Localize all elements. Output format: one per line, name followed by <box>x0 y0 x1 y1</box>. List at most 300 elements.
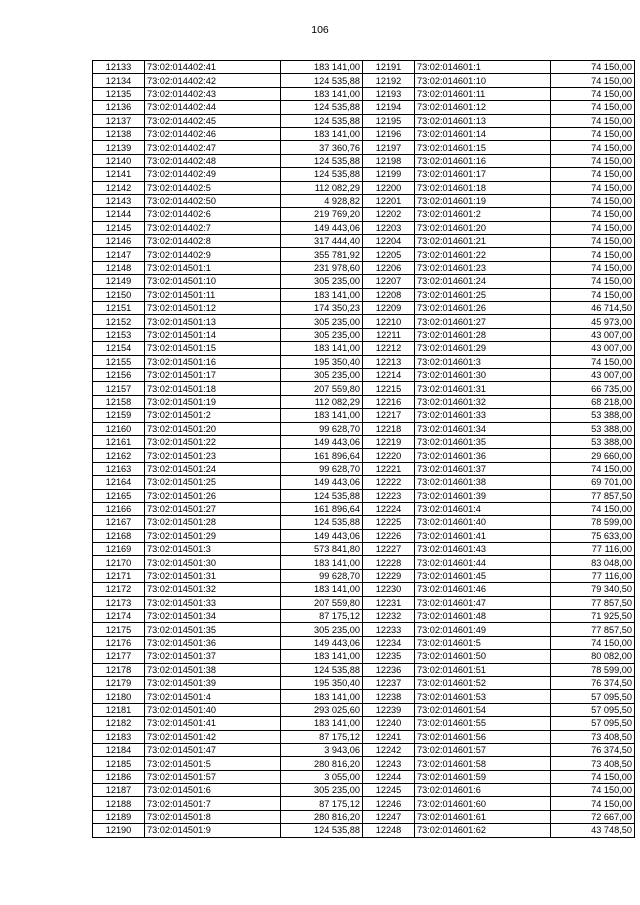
page-number: 106 <box>311 24 329 36</box>
cadastral-number: 73:02:014501:36 <box>145 636 281 649</box>
cadastral-value: 573 841,80 <box>281 543 363 556</box>
cadastral-number: 73:02:014501:20 <box>145 422 281 435</box>
cadastral-number: 73:02:014501:17 <box>145 368 281 381</box>
row-number: 12146 <box>93 235 145 248</box>
cadastral-value: 74 150,00 <box>551 784 635 797</box>
cadastral-number: 73:02:014501:25 <box>145 476 281 489</box>
cadastral-number: 73:02:014601:19 <box>415 194 551 207</box>
cadastral-value: 149 443,06 <box>281 636 363 649</box>
cadastral-number: 73:02:014501:14 <box>145 328 281 341</box>
row-number: 12209 <box>363 302 415 315</box>
row-number: 12233 <box>363 623 415 636</box>
row-number: 12210 <box>363 315 415 328</box>
cadastral-number: 73:02:014601:33 <box>415 409 551 422</box>
cadastral-value: 77 857,50 <box>551 489 635 502</box>
row-number: 12151 <box>93 302 145 315</box>
row-number: 12214 <box>363 368 415 381</box>
row-number: 12242 <box>363 743 415 756</box>
cadastral-value: 74 150,00 <box>551 797 635 810</box>
row-number: 12165 <box>93 489 145 502</box>
cadastral-number: 73:02:014501:32 <box>145 583 281 596</box>
table-row <box>363 730 635 743</box>
row-number: 12170 <box>93 556 145 569</box>
cadastral-number: 73:02:014601:61 <box>415 810 551 823</box>
cadastral-number: 73:02:014601:4 <box>415 502 551 515</box>
table-row <box>363 248 635 261</box>
table-row <box>363 288 635 301</box>
row-number: 12172 <box>93 583 145 596</box>
cadastral-value: 149 443,06 <box>281 221 363 234</box>
table-row <box>93 221 363 234</box>
cadastral-number: 73:02:014601:6 <box>415 784 551 797</box>
cadastral-value: 66 735,00 <box>551 382 635 395</box>
cadastral-value: 74 150,00 <box>551 101 635 114</box>
cadastral-value: 43 007,00 <box>551 342 635 355</box>
cadastral-value: 74 150,00 <box>551 462 635 475</box>
cadastral-number: 73:02:014601:37 <box>415 462 551 475</box>
table-row <box>363 449 635 462</box>
table-row <box>93 302 363 315</box>
row-number: 12164 <box>93 476 145 489</box>
table-row <box>93 368 363 381</box>
cadastral-number: 73:02:014501:35 <box>145 623 281 636</box>
cadastral-number: 73:02:014601:59 <box>415 770 551 783</box>
cadastral-number: 73:02:014601:41 <box>415 529 551 542</box>
row-number: 12244 <box>363 770 415 783</box>
cadastral-value: 195 350,40 <box>281 355 363 368</box>
row-number: 12196 <box>363 127 415 140</box>
cadastral-number: 73:02:014601:58 <box>415 757 551 770</box>
cadastral-value: 45 973,00 <box>551 315 635 328</box>
cadastral-value: 305 235,00 <box>281 368 363 381</box>
cadastral-number: 73:02:014501:23 <box>145 449 281 462</box>
row-number: 12245 <box>363 784 415 797</box>
row-number: 12226 <box>363 529 415 542</box>
cadastral-value: 74 150,00 <box>551 87 635 100</box>
cadastral-number: 73:02:014501:33 <box>145 596 281 609</box>
table-row <box>363 355 635 368</box>
cadastral-number: 73:02:014601:43 <box>415 543 551 556</box>
row-number: 12158 <box>93 395 145 408</box>
cadastral-number: 73:02:014601:10 <box>415 74 551 87</box>
cadastral-value: 74 150,00 <box>551 114 635 127</box>
row-number: 12169 <box>93 543 145 556</box>
row-number: 12227 <box>363 543 415 556</box>
table-row <box>93 810 363 823</box>
table-row <box>363 583 635 596</box>
cadastral-value: 99 628,70 <box>281 569 363 582</box>
row-number: 12156 <box>93 368 145 381</box>
table-row <box>93 690 363 703</box>
cadastral-value: 124 535,88 <box>281 663 363 676</box>
cadastral-value: 280 816,20 <box>281 810 363 823</box>
row-number: 12186 <box>93 770 145 783</box>
table-row <box>93 596 363 609</box>
row-number: 12175 <box>93 623 145 636</box>
table-row <box>93 797 363 810</box>
cadastral-number: 73:02:014501:12 <box>145 302 281 315</box>
cadastral-value: 124 535,88 <box>281 101 363 114</box>
cadastral-value: 293 025,60 <box>281 703 363 716</box>
cadastral-value: 73 408,50 <box>551 757 635 770</box>
table-row <box>93 275 363 288</box>
row-number: 12179 <box>93 676 145 689</box>
row-number: 12160 <box>93 422 145 435</box>
cadastral-number: 73:02:014601:56 <box>415 730 551 743</box>
cadastral-value: 149 443,06 <box>281 476 363 489</box>
cadastral-value: 124 535,88 <box>281 516 363 529</box>
table-row <box>363 154 635 167</box>
row-number: 12144 <box>93 208 145 221</box>
cadastral-value: 280 816,20 <box>281 757 363 770</box>
cadastral-number: 73:02:014501:31 <box>145 569 281 582</box>
table-row <box>363 194 635 207</box>
cadastral-value: 57 095,50 <box>551 717 635 730</box>
table-row <box>363 409 635 422</box>
table-row <box>93 476 363 489</box>
cadastral-value: 99 628,70 <box>281 422 363 435</box>
table-row <box>93 248 363 261</box>
table-row <box>363 61 635 74</box>
table-row <box>363 208 635 221</box>
row-number: 12180 <box>93 690 145 703</box>
cadastral-number: 73:02:014601:55 <box>415 717 551 730</box>
row-number: 12163 <box>93 462 145 475</box>
cadastral-value: 219 769,20 <box>281 208 363 221</box>
cadastral-number: 73:02:014501:4 <box>145 690 281 703</box>
row-number: 12240 <box>363 717 415 730</box>
table-row <box>93 663 363 676</box>
row-number: 12228 <box>363 556 415 569</box>
cadastral-number: 73:02:014501:3 <box>145 543 281 556</box>
cadastral-value: 77 857,50 <box>551 596 635 609</box>
row-number: 12194 <box>363 101 415 114</box>
row-number: 12203 <box>363 221 415 234</box>
table-row <box>93 583 363 596</box>
table-row <box>363 810 635 823</box>
row-number: 12206 <box>363 261 415 274</box>
row-number: 12181 <box>93 703 145 716</box>
cadastral-number: 73:02:014402:49 <box>145 168 281 181</box>
row-number: 12191 <box>363 61 415 74</box>
cadastral-table-right <box>362 60 635 838</box>
table-row <box>93 462 363 475</box>
cadastral-number: 73:02:014402:9 <box>145 248 281 261</box>
table-row <box>93 235 363 248</box>
row-number: 12145 <box>93 221 145 234</box>
cadastral-number: 73:02:014501:34 <box>145 610 281 623</box>
row-number: 12188 <box>93 797 145 810</box>
cadastral-number: 73:02:014501:24 <box>145 462 281 475</box>
cadastral-value: 4 928,82 <box>281 194 363 207</box>
cadastral-number: 73:02:014601:5 <box>415 636 551 649</box>
cadastral-value: 74 150,00 <box>551 275 635 288</box>
cadastral-value: 305 235,00 <box>281 623 363 636</box>
row-number: 12168 <box>93 529 145 542</box>
cadastral-value: 74 150,00 <box>551 194 635 207</box>
cadastral-number: 73:02:014601:48 <box>415 610 551 623</box>
cadastral-value: 231 978,60 <box>281 261 363 274</box>
row-number: 12232 <box>363 610 415 623</box>
cadastral-number: 73:02:014601:3 <box>415 355 551 368</box>
row-number: 12149 <box>93 275 145 288</box>
table-row <box>363 141 635 154</box>
table-row <box>363 181 635 194</box>
table-row <box>93 422 363 435</box>
table-row <box>93 315 363 328</box>
row-number: 12139 <box>93 141 145 154</box>
row-number: 12143 <box>93 194 145 207</box>
cadastral-value: 74 150,00 <box>551 181 635 194</box>
row-number: 12207 <box>363 275 415 288</box>
cadastral-number: 73:02:014501:15 <box>145 342 281 355</box>
cadastral-number: 73:02:014402:41 <box>145 61 281 74</box>
cadastral-value: 79 340,50 <box>551 583 635 596</box>
table-row <box>363 275 635 288</box>
table-row <box>93 114 363 127</box>
cadastral-number: 73:02:014601:62 <box>415 824 551 837</box>
cadastral-number: 73:02:014601:23 <box>415 261 551 274</box>
cadastral-number: 73:02:014501:1 <box>145 261 281 274</box>
cadastral-number: 73:02:014501:8 <box>145 810 281 823</box>
cadastral-value: 124 535,88 <box>281 154 363 167</box>
table-row <box>363 596 635 609</box>
cadastral-value: 75 633,00 <box>551 529 635 542</box>
cadastral-value: 112 082,29 <box>281 181 363 194</box>
row-number: 12237 <box>363 676 415 689</box>
cadastral-number: 73:02:014501:38 <box>145 663 281 676</box>
cadastral-value: 74 150,00 <box>551 127 635 140</box>
cadastral-number: 73:02:014501:57 <box>145 770 281 783</box>
table-row <box>363 114 635 127</box>
table-row <box>93 181 363 194</box>
cadastral-value: 68 218,00 <box>551 395 635 408</box>
cadastral-number: 73:02:014501:30 <box>145 556 281 569</box>
table-row <box>93 489 363 502</box>
cadastral-value: 69 701,00 <box>551 476 635 489</box>
cadastral-number: 73:02:014402:48 <box>145 154 281 167</box>
row-number: 12178 <box>93 663 145 676</box>
table-row <box>363 529 635 542</box>
table-row <box>93 717 363 730</box>
cadastral-number: 73:02:014402:44 <box>145 101 281 114</box>
cadastral-number: 73:02:014601:49 <box>415 623 551 636</box>
row-number: 12187 <box>93 784 145 797</box>
table-row <box>363 797 635 810</box>
row-number: 12162 <box>93 449 145 462</box>
cadastral-value: 112 082,29 <box>281 395 363 408</box>
table-row <box>363 87 635 100</box>
table-row <box>363 382 635 395</box>
cadastral-number: 73:02:014601:24 <box>415 275 551 288</box>
row-number: 12199 <box>363 168 415 181</box>
row-number: 12241 <box>363 730 415 743</box>
table-row <box>363 663 635 676</box>
cadastral-value: 78 599,00 <box>551 516 635 529</box>
cadastral-number: 73:02:014601:57 <box>415 743 551 756</box>
table-row <box>363 502 635 515</box>
cadastral-number: 73:02:014601:32 <box>415 395 551 408</box>
table-row <box>363 395 635 408</box>
table-row <box>363 516 635 529</box>
cadastral-value: 124 535,88 <box>281 824 363 837</box>
cadastral-value: 74 150,00 <box>551 770 635 783</box>
table-row <box>363 368 635 381</box>
row-number: 12222 <box>363 476 415 489</box>
table-row <box>93 382 363 395</box>
cadastral-value: 43 007,00 <box>551 328 635 341</box>
table-row <box>93 610 363 623</box>
cadastral-value: 305 235,00 <box>281 275 363 288</box>
cadastral-value: 207 559,80 <box>281 596 363 609</box>
cadastral-number: 73:02:014601:11 <box>415 87 551 100</box>
cadastral-value: 74 150,00 <box>551 168 635 181</box>
cadastral-number: 73:02:014601:44 <box>415 556 551 569</box>
row-number: 12167 <box>93 516 145 529</box>
table-row <box>363 261 635 274</box>
cadastral-value: 87 175,12 <box>281 797 363 810</box>
row-number: 12153 <box>93 328 145 341</box>
cadastral-number: 73:02:014501:47 <box>145 743 281 756</box>
cadastral-value: 183 141,00 <box>281 717 363 730</box>
cadastral-number: 73:02:014601:22 <box>415 248 551 261</box>
cadastral-number: 73:02:014501:16 <box>145 355 281 368</box>
cadastral-number: 73:02:014601:17 <box>415 168 551 181</box>
row-number: 12185 <box>93 757 145 770</box>
table-row <box>363 101 635 114</box>
row-number: 12161 <box>93 435 145 448</box>
cadastral-number: 73:02:014601:29 <box>415 342 551 355</box>
cadastral-number: 73:02:014601:20 <box>415 221 551 234</box>
cadastral-value: 355 781,92 <box>281 248 363 261</box>
row-number: 12220 <box>363 449 415 462</box>
cadastral-number: 73:02:014501:40 <box>145 703 281 716</box>
cadastral-number: 73:02:014601:45 <box>415 569 551 582</box>
cadastral-value: 73 408,50 <box>551 730 635 743</box>
row-number: 12234 <box>363 636 415 649</box>
cadastral-value: 183 141,00 <box>281 583 363 596</box>
row-number: 12221 <box>363 462 415 475</box>
cadastral-number: 73:02:014601:15 <box>415 141 551 154</box>
row-number: 12154 <box>93 342 145 355</box>
table-row <box>363 770 635 783</box>
cadastral-number: 73:02:014601:30 <box>415 368 551 381</box>
cadastral-number: 73:02:014601:28 <box>415 328 551 341</box>
table-row <box>93 127 363 140</box>
cadastral-value: 74 150,00 <box>551 248 635 261</box>
cadastral-value: 74 150,00 <box>551 235 635 248</box>
row-number: 12230 <box>363 583 415 596</box>
cadastral-number: 73:02:014601:1 <box>415 61 551 74</box>
cadastral-value: 317 444,40 <box>281 235 363 248</box>
cadastral-value: 183 141,00 <box>281 61 363 74</box>
cadastral-number: 73:02:014601:47 <box>415 596 551 609</box>
cadastral-number: 73:02:014501:42 <box>145 730 281 743</box>
row-number: 12192 <box>363 74 415 87</box>
cadastral-number: 73:02:014402:5 <box>145 181 281 194</box>
row-number: 12148 <box>93 261 145 274</box>
cadastral-number: 73:02:014601:25 <box>415 288 551 301</box>
cadastral-value: 74 150,00 <box>551 636 635 649</box>
cadastral-number: 73:02:014501:7 <box>145 797 281 810</box>
cadastral-value: 76 374,50 <box>551 743 635 756</box>
cadastral-number: 73:02:014601:54 <box>415 703 551 716</box>
row-number: 12173 <box>93 596 145 609</box>
table-row <box>363 315 635 328</box>
cadastral-number: 73:02:014601:27 <box>415 315 551 328</box>
table-row <box>363 476 635 489</box>
cadastral-number: 73:02:014601:39 <box>415 489 551 502</box>
cadastral-value: 57 095,50 <box>551 690 635 703</box>
table-row <box>93 194 363 207</box>
row-number: 12198 <box>363 154 415 167</box>
table-row <box>363 636 635 649</box>
table-row <box>363 610 635 623</box>
cadastral-value: 99 628,70 <box>281 462 363 475</box>
row-number: 12201 <box>363 194 415 207</box>
table-row <box>363 543 635 556</box>
cadastral-value: 305 235,00 <box>281 328 363 341</box>
table-row <box>93 342 363 355</box>
table-row <box>93 730 363 743</box>
table-row <box>93 784 363 797</box>
cadastral-value: 124 535,88 <box>281 114 363 127</box>
cadastral-value: 207 559,80 <box>281 382 363 395</box>
table-row <box>93 87 363 100</box>
cadastral-value: 74 150,00 <box>551 61 635 74</box>
table-row <box>363 235 635 248</box>
cadastral-value: 37 360,76 <box>281 141 363 154</box>
cadastral-number: 73:02:014601:12 <box>415 101 551 114</box>
cadastral-number: 73:02:014402:45 <box>145 114 281 127</box>
row-number: 12212 <box>363 342 415 355</box>
cadastral-number: 73:02:014601:36 <box>415 449 551 462</box>
cadastral-value: 3 943,06 <box>281 743 363 756</box>
cadastral-value: 74 150,00 <box>551 355 635 368</box>
cadastral-number: 73:02:014601:38 <box>415 476 551 489</box>
table-row <box>93 74 363 87</box>
cadastral-value: 174 350,23 <box>281 302 363 315</box>
cadastral-value: 77 116,00 <box>551 569 635 582</box>
row-number: 12137 <box>93 114 145 127</box>
table-row <box>363 462 635 475</box>
table-row <box>93 395 363 408</box>
table-row <box>93 636 363 649</box>
cadastral-number: 73:02:014501:19 <box>145 395 281 408</box>
row-number: 12159 <box>93 409 145 422</box>
table-row <box>363 168 635 181</box>
cadastral-value: 74 150,00 <box>551 261 635 274</box>
table-row <box>93 502 363 515</box>
cadastral-number: 73:02:014501:9 <box>145 824 281 837</box>
cadastral-number: 73:02:014501:2 <box>145 409 281 422</box>
row-number: 12236 <box>363 663 415 676</box>
cadastral-value: 77 116,00 <box>551 543 635 556</box>
table-row <box>93 355 363 368</box>
table-row <box>93 529 363 542</box>
table-row <box>363 435 635 448</box>
cadastral-value: 46 714,50 <box>551 302 635 315</box>
cadastral-number: 73:02:014501:10 <box>145 275 281 288</box>
row-number: 12150 <box>93 288 145 301</box>
table-row <box>363 302 635 315</box>
table-row <box>363 676 635 689</box>
cadastral-number: 73:02:014402:6 <box>145 208 281 221</box>
cadastral-value: 124 535,88 <box>281 74 363 87</box>
cadastral-value: 71 925,50 <box>551 610 635 623</box>
cadastral-number: 73:02:014601:26 <box>415 302 551 315</box>
cadastral-value: 80 082,00 <box>551 650 635 663</box>
